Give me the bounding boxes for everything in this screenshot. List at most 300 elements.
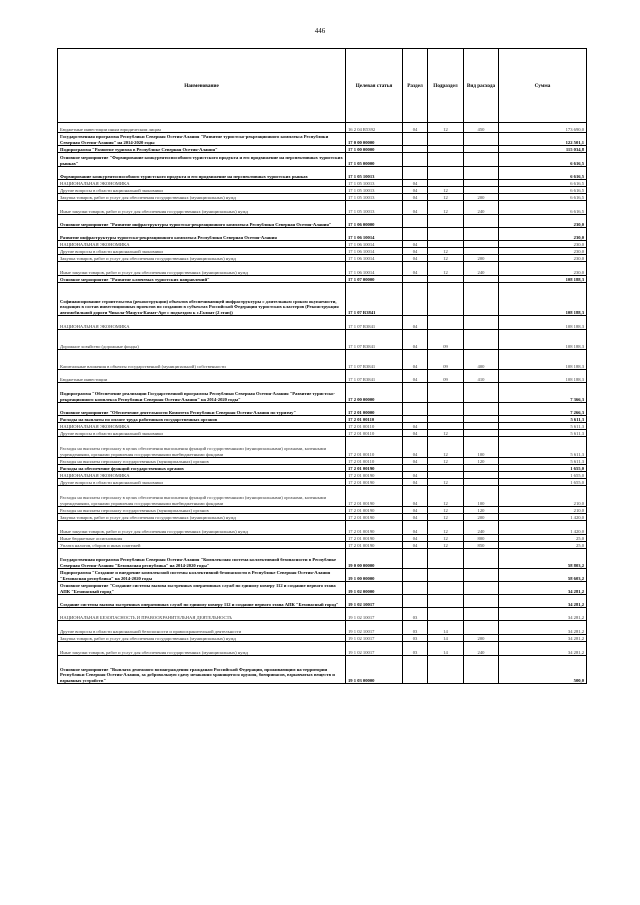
cell-expense-type <box>464 248 499 255</box>
cell-target-article: 17 2 01 00110 <box>346 458 403 465</box>
cell-expense-type <box>464 276 499 283</box>
cell-name: Формирование конкурентоспособного туристского продукта и его продвижение на перспективных туристских рынках <box>58 167 346 180</box>
cell-name: Государственная программа Республики Северная Осетия-Алания "Комплексная система коллективной безопасности в Республике Северная Осетия-Алания "Безопасная республика" на 2014-2020 годы" <box>58 549 346 569</box>
cell-name: Расходы на выплаты по оплате труда работников государственных органов <box>58 416 346 423</box>
cell-name: Иные закупки товаров, работ и услуг для обеспечения государственных (муниципальных) нужд <box>58 262 346 276</box>
cell-name: Создание системы вызова экстренных оперативных служб по единому номеру 112 и создание первого этапа АПК "Безопасный город" <box>58 595 346 608</box>
cell-sum: 230,0 <box>499 215 587 228</box>
cell-target-article: 17 2 00 00000 <box>346 383 403 403</box>
cell-name: Другие вопросы в области национальной безопасности и правоохранительной деятельности <box>58 621 346 635</box>
cell-target-article: 17 2 01 00110 <box>346 430 403 437</box>
cell-section <box>403 215 428 228</box>
cell-target-article: 17 0 00 00000 <box>346 133 403 146</box>
cell-subsection <box>428 656 464 684</box>
cell-name: Государственная программа Республики Северная Осетия-Алания "Развитие туристско-рекреационного комплекса Республики Северная Осетия-Алания" на 2014-2020 годы <box>58 133 346 146</box>
cell-name: Основное мероприятие "Обеспечение деятельности Комитета Республики Северная Осетия-Алания по туризму" <box>58 403 346 416</box>
cell-target-article: 17 2 01 00110 <box>346 437 403 458</box>
cell-expense-type <box>464 621 499 635</box>
cell-section: 04 <box>403 330 428 350</box>
cell-name: Капитальные вложения в объекты государственной (муниципальной) собственности <box>58 350 346 370</box>
cell-name: НАЦИОНАЛЬНАЯ ЭКОНОМИКА <box>58 423 346 430</box>
cell-subsection <box>428 423 464 430</box>
cell-section <box>403 403 428 416</box>
cell-sum: 34 281,2 <box>499 608 587 621</box>
cell-subsection: 12 <box>428 458 464 465</box>
cell-target-article: 17 1 07 R3841 <box>346 283 403 316</box>
cell-subsection: 12 <box>428 507 464 514</box>
cell-section: 04 <box>403 187 428 194</box>
cell-section: 04 <box>403 437 428 458</box>
table-row <box>58 465 587 472</box>
cell-sum: 108 188,3 <box>499 316 587 330</box>
cell-target-article: 17 2 01 00110 <box>346 423 403 430</box>
table-row <box>58 153 587 167</box>
cell-expense-type: 240 <box>464 642 499 656</box>
table-row <box>58 316 587 330</box>
cell-section: 03 <box>403 621 428 635</box>
table-row <box>58 370 587 383</box>
cell-target-article: 17 1 05 10013 <box>346 167 403 180</box>
cell-sum: 230,0 <box>499 248 587 255</box>
cell-section: 04 <box>403 507 428 514</box>
cell-subsection: 09 <box>428 350 464 370</box>
cell-subsection <box>428 133 464 146</box>
cell-subsection <box>428 215 464 228</box>
cell-sum: 5 611,3 <box>499 416 587 423</box>
cell-target-article: 17 2 01 00190 <box>346 486 403 507</box>
page-number: 446 <box>314 27 326 35</box>
cell-subsection: 12 <box>428 123 464 133</box>
cell-expense-type: 100 <box>464 437 499 458</box>
cell-target-article: 19 1 02 10017 <box>346 608 403 621</box>
cell-subsection: 12 <box>428 542 464 549</box>
cell-sum: 7 366,3 <box>499 383 587 403</box>
header-sum: Сумма <box>499 49 587 123</box>
cell-name: Расходы на выплаты персоналу в целях обеспечения выполнения функций государственными (муниципальными) органами, казенными учреждениями, органами управления государственными внебюджетными фондами <box>58 437 346 458</box>
table-row <box>58 167 587 180</box>
cell-section: 04 <box>403 370 428 383</box>
cell-section: 04 <box>403 201 428 215</box>
cell-subsection: 12 <box>428 201 464 215</box>
cell-name: Расходы на выплаты персоналу государственных (муниципальных) органов <box>58 507 346 514</box>
cell-expense-type: 800 <box>464 535 499 542</box>
cell-subsection: 12 <box>428 486 464 507</box>
cell-name: Другие вопросы в области национальной экономики <box>58 248 346 255</box>
cell-expense-type <box>464 330 499 350</box>
cell-name: Основное мероприятие "Формирование конкурентоспособного туристского продукта и его продвижение на перспективных туристских рынках" <box>58 153 346 167</box>
cell-expense-type <box>464 569 499 582</box>
cell-sum: 108 188,3 <box>499 350 587 370</box>
table-row <box>58 241 587 248</box>
cell-section: 04 <box>403 542 428 549</box>
cell-section <box>403 276 428 283</box>
table-row <box>58 535 587 542</box>
table-row <box>58 255 587 262</box>
cell-expense-type <box>464 479 499 486</box>
cell-target-article: 17 1 06 10014 <box>346 241 403 248</box>
cell-sum: 230,0 <box>499 262 587 276</box>
cell-target-article: 17 2 01 00190 <box>346 507 403 514</box>
table-row <box>58 403 587 416</box>
header-name: Наименование <box>58 49 346 123</box>
cell-subsection: 12 <box>428 194 464 201</box>
cell-name: Иные бюджетные ассигнования <box>58 535 346 542</box>
cell-name: Иные закупки товаров, работ и услуг для обеспечения государственных (муниципальных) нужд <box>58 521 346 535</box>
cell-subsection <box>428 383 464 403</box>
table-row <box>58 262 587 276</box>
cell-subsection: 12 <box>428 255 464 262</box>
cell-name: Расходы на выплаты персоналу в целях обеспечения выполнения функций государственными (муниципальными) органами, казенными учреждениями, органами управления государственными внебюджетными фондами <box>58 486 346 507</box>
cell-subsection <box>428 416 464 423</box>
cell-subsection <box>428 549 464 569</box>
cell-subsection: 12 <box>428 535 464 542</box>
cell-section: 04 <box>403 479 428 486</box>
cell-section: 04 <box>403 194 428 201</box>
cell-name: Закупка товаров, работ и услуг для обеспечения государственных (муниципальных) нужд <box>58 194 346 201</box>
table-row <box>58 350 587 370</box>
cell-expense-type: 120 <box>464 507 499 514</box>
cell-subsection <box>428 180 464 187</box>
cell-sum: 6 616,5 <box>499 167 587 180</box>
cell-target-article: 19 1 02 10017 <box>346 642 403 656</box>
table-row <box>58 215 587 228</box>
cell-subsection: 09 <box>428 330 464 350</box>
table-row <box>58 283 587 316</box>
cell-subsection <box>428 595 464 608</box>
cell-sum: 34 281,2 <box>499 635 587 642</box>
table-row <box>58 123 587 133</box>
table-row <box>58 595 587 608</box>
cell-target-article: 19 1 02 10017 <box>346 621 403 635</box>
cell-expense-type <box>464 283 499 316</box>
cell-section: 04 <box>403 458 428 465</box>
cell-name: Подпрограмма "Создание и внедрение комплексной системы коллективной безопасности в Республике Северная Осетия-Алания "Безопасная республика" на 2014-2020 годы <box>58 569 346 582</box>
cell-target-article: 17 1 05 10013 <box>346 194 403 201</box>
cell-section <box>403 133 428 146</box>
cell-expense-type: 240 <box>464 201 499 215</box>
cell-sum: 7 266,3 <box>499 403 587 416</box>
table-row <box>58 201 587 215</box>
cell-sum: 1 420,0 <box>499 514 587 521</box>
cell-sum: 6 616,5 <box>499 187 587 194</box>
cell-subsection <box>428 283 464 316</box>
cell-expense-type <box>464 167 499 180</box>
cell-name: Бюджетные инвестиции <box>58 370 346 383</box>
cell-subsection: 12 <box>428 479 464 486</box>
cell-sum: 25,0 <box>499 535 587 542</box>
cell-target-article: 17 1 00 00000 <box>346 146 403 153</box>
cell-sum: 1 420,0 <box>499 521 587 535</box>
cell-sum: 6 616,5 <box>499 201 587 215</box>
cell-target-article: 17 1 07 R3841 <box>346 316 403 330</box>
cell-section: 03 <box>403 608 428 621</box>
cell-section: 04 <box>403 262 428 276</box>
cell-target-article: 17 1 05 10013 <box>346 201 403 215</box>
budget-table <box>57 48 587 684</box>
cell-subsection <box>428 472 464 479</box>
cell-subsection <box>428 146 464 153</box>
cell-sum: 230,0 <box>499 241 587 248</box>
cell-target-article: 17 1 07 R3841 <box>346 350 403 370</box>
cell-target-article: 17 1 07 R3841 <box>346 330 403 350</box>
cell-sum: 58 603,2 <box>499 569 587 582</box>
cell-subsection <box>428 569 464 582</box>
cell-target-article: 19 1 02 10017 <box>346 635 403 642</box>
table-row <box>58 521 587 535</box>
table-row <box>58 330 587 350</box>
table-row <box>58 437 587 458</box>
cell-section: 04 <box>403 472 428 479</box>
cell-expense-type <box>464 430 499 437</box>
cell-name: Закупка товаров, работ и услуг для обеспечения государственных (муниципальных) нужд <box>58 255 346 262</box>
cell-target-article: 19 0 00 00000 <box>346 549 403 569</box>
cell-section: 04 <box>403 486 428 507</box>
cell-subsection <box>428 403 464 416</box>
cell-target-article: 17 1 07 R3841 <box>346 370 403 383</box>
cell-expense-type: 200 <box>464 635 499 642</box>
cell-section: 04 <box>403 535 428 542</box>
cell-target-article: 17 2 01 00190 <box>346 542 403 549</box>
cell-expense-type <box>464 416 499 423</box>
cell-name: Дорожное хозяйство (дорожные фонды) <box>58 330 346 350</box>
cell-subsection: 09 <box>428 370 464 383</box>
cell-expense-type <box>464 423 499 430</box>
cell-subsection: 12 <box>428 187 464 194</box>
cell-name: НАЦИОНАЛЬНАЯ ЭКОНОМИКА <box>58 316 346 330</box>
cell-expense-type <box>464 241 499 248</box>
cell-target-article: 17 1 06 10014 <box>346 255 403 262</box>
cell-sum: 1 655,0 <box>499 465 587 472</box>
cell-name: Расходы на выплаты персоналу государственных (муниципальных) органов <box>58 458 346 465</box>
cell-name: Расходы на обеспечение функций государственных органов <box>58 465 346 472</box>
cell-subsection <box>428 582 464 595</box>
cell-subsection: 12 <box>428 430 464 437</box>
table-row <box>58 569 587 582</box>
cell-expense-type <box>464 133 499 146</box>
cell-target-article: 16 2 04 R5392 <box>346 123 403 133</box>
cell-name: Подпрограмма "Обеспечение реализации Государственной программы Республики Северная Осетия-Алания "Развитие туристско-рекреационного комплекса Республики Северная Осетия-Алания" на 2014-2020 годы" <box>58 383 346 403</box>
table-row <box>58 276 587 283</box>
cell-expense-type: 200 <box>464 514 499 521</box>
table-row <box>58 228 587 241</box>
cell-section: 04 <box>403 248 428 255</box>
cell-expense-type <box>464 472 499 479</box>
cell-sum: 5 611,3 <box>499 437 587 458</box>
cell-expense-type <box>464 608 499 621</box>
cell-sum: 108 188,3 <box>499 276 587 283</box>
header-target-article: Целевая статья <box>346 49 403 123</box>
cell-section: 04 <box>403 423 428 430</box>
cell-expense-type: 240 <box>464 262 499 276</box>
cell-expense-type: 240 <box>464 521 499 535</box>
cell-expense-type <box>464 146 499 153</box>
cell-name: НАЦИОНАЛЬНАЯ ЭКОНОМИКА <box>58 180 346 187</box>
table-row <box>58 479 587 486</box>
header-expense-type: Вид расхода <box>464 49 499 123</box>
cell-section <box>403 383 428 403</box>
cell-name: Бюджетные инвестиции иным юридическим лицам <box>58 123 346 133</box>
cell-subsection <box>428 608 464 621</box>
cell-target-article: 17 2 01 00190 <box>346 521 403 535</box>
cell-expense-type: 450 <box>464 123 499 133</box>
table-row <box>58 180 587 187</box>
cell-name: НАЦИОНАЛЬНАЯ ЭКОНОМИКА <box>58 472 346 479</box>
cell-subsection: 14 <box>428 635 464 642</box>
table-row <box>58 194 587 201</box>
cell-subsection: 14 <box>428 621 464 635</box>
cell-sum: 5 611,3 <box>499 430 587 437</box>
cell-target-article: 17 2 01 00190 <box>346 514 403 521</box>
table-row <box>58 383 587 403</box>
cell-section: 04 <box>403 180 428 187</box>
cell-name: Основное мероприятие "Развитие инфраструктуры туристско-рекреационного комплекса Республики Северная Осетия-Алания" <box>58 215 346 228</box>
header-subsection: Подраздел <box>428 49 464 123</box>
cell-sum: 34 281,2 <box>499 642 587 656</box>
cell-expense-type <box>464 153 499 167</box>
cell-sum: 115 034,8 <box>499 146 587 153</box>
cell-sum: 230,0 <box>499 228 587 241</box>
cell-section: 04 <box>403 430 428 437</box>
cell-sum: 6 616,5 <box>499 194 587 201</box>
cell-subsection <box>428 241 464 248</box>
table-row <box>58 656 587 684</box>
cell-section: 04 <box>403 241 428 248</box>
cell-name: Закупка товаров, работ и услуг для обеспечения государственных (муниципальных) нужд <box>58 635 346 642</box>
cell-name: Основное мероприятие "Развитие ключевых туристских направлений" <box>58 276 346 283</box>
cell-section <box>403 167 428 180</box>
cell-expense-type: 200 <box>464 255 499 262</box>
table-row <box>58 608 587 621</box>
table-row <box>58 248 587 255</box>
cell-sum: 6 616,5 <box>499 153 587 167</box>
cell-section <box>403 465 428 472</box>
table-row <box>58 430 587 437</box>
cell-section: 04 <box>403 521 428 535</box>
cell-section: 04 <box>403 316 428 330</box>
cell-name: Иные закупки товаров, работ и услуг для обеспечения государственных (муниципальных) нужд <box>58 201 346 215</box>
cell-sum: 5 611,3 <box>499 458 587 465</box>
cell-target-article: 17 1 05 10013 <box>346 180 403 187</box>
cell-name: Иные закупки товаров, работ и услуг для обеспечения государственных (муниципальных) нужд <box>58 642 346 656</box>
cell-expense-type <box>464 595 499 608</box>
table-body <box>58 123 587 684</box>
cell-subsection: 12 <box>428 521 464 535</box>
cell-sum: 122 501,1 <box>499 133 587 146</box>
cell-subsection: 12 <box>428 248 464 255</box>
cell-sum: 6 616,5 <box>499 180 587 187</box>
cell-name: Подпрограмма "Развитие туризма в Республике Северная Осетия-Алания" <box>58 146 346 153</box>
cell-section <box>403 228 428 241</box>
cell-target-article: 17 1 05 00000 <box>346 153 403 167</box>
cell-name: НАЦИОНАЛЬНАЯ БЕЗОПАСНОСТЬ И ПРАВООХРАНИТЕЛЬНАЯ ДЕЯТЕЛЬНОСТЬ <box>58 608 346 621</box>
cell-section <box>403 146 428 153</box>
cell-target-article: 17 1 05 10013 <box>346 187 403 194</box>
table-row <box>58 423 587 430</box>
cell-sum: 34 281,2 <box>499 582 587 595</box>
cell-subsection <box>428 316 464 330</box>
cell-section: 03 <box>403 635 428 642</box>
cell-name: Другие вопросы в области национальной экономики <box>58 187 346 194</box>
cell-expense-type <box>464 403 499 416</box>
cell-expense-type <box>464 383 499 403</box>
cell-section: 04 <box>403 514 428 521</box>
cell-sum: 230,0 <box>499 255 587 262</box>
cell-subsection <box>428 465 464 472</box>
table-row <box>58 133 587 146</box>
cell-section <box>403 416 428 423</box>
cell-expense-type <box>464 180 499 187</box>
cell-sum: 1 655,0 <box>499 479 587 486</box>
cell-sum: 34 281,2 <box>499 621 587 635</box>
cell-expense-type <box>464 465 499 472</box>
cell-expense-type: 120 <box>464 458 499 465</box>
table-header-row <box>58 49 587 123</box>
cell-target-article: 19 1 03 00000 <box>346 656 403 684</box>
table-row <box>58 582 587 595</box>
cell-sum: 500,0 <box>499 656 587 684</box>
cell-target-article: 17 2 01 00190 <box>346 465 403 472</box>
cell-section <box>403 283 428 316</box>
cell-target-article: 17 1 06 10014 <box>346 248 403 255</box>
cell-sum: 1 655,0 <box>499 472 587 479</box>
cell-expense-type: 850 <box>464 542 499 549</box>
cell-target-article: 17 2 01 00190 <box>346 472 403 479</box>
cell-target-article: 17 1 06 10014 <box>346 228 403 241</box>
cell-expense-type: 100 <box>464 486 499 507</box>
cell-sum: 5 611,3 <box>499 423 587 430</box>
cell-name: Закупка товаров, работ и услуг для обеспечения государственных (муниципальных) нужд <box>58 514 346 521</box>
cell-name: Основное мероприятие "Создание системы вызова экстренных оперативных служб по единому номеру 112 и создание первого этапа АПК "Безопасный город" <box>58 582 346 595</box>
cell-sum: 25,0 <box>499 542 587 549</box>
cell-target-article: 17 1 06 00000 <box>346 215 403 228</box>
table-row <box>58 416 587 423</box>
cell-sum: 108 188,3 <box>499 370 587 383</box>
cell-name: Развитие инфраструктуры туристско-рекреационного комплекса Республики Северная Осетия-Алания <box>58 228 346 241</box>
table-row <box>58 472 587 479</box>
cell-expense-type <box>464 215 499 228</box>
cell-subsection <box>428 153 464 167</box>
cell-expense-type: 200 <box>464 194 499 201</box>
cell-sum: 173 690,0 <box>499 123 587 133</box>
cell-sum: 108 188,3 <box>499 330 587 350</box>
table-row <box>58 187 587 194</box>
cell-sum: 58 803,2 <box>499 549 587 569</box>
cell-name: Софинансирование строительства (реконструкции) объектов обеспечивающей инфраструктуры с длительным сроком окупаемости, входящих в состав инвестиционных проектов по созданию в субъектах Российской Федерации туристских кластеров (Реконструкция автомобильной дороги Чикола-Мацута-Камат-Арт с подъездом к с.Галиат (2 этап)) <box>58 283 346 316</box>
cell-expense-type <box>464 316 499 330</box>
cell-section <box>403 153 428 167</box>
cell-target-article: 17 1 06 10014 <box>346 262 403 276</box>
cell-subsection: 14 <box>428 642 464 656</box>
cell-expense-type: 410 <box>464 370 499 383</box>
table-row <box>58 621 587 635</box>
cell-section: 03 <box>403 642 428 656</box>
cell-sum: 210,0 <box>499 486 587 507</box>
cell-target-article: 17 2 01 00190 <box>346 535 403 542</box>
table-row <box>58 507 587 514</box>
cell-name: НАЦИОНАЛЬНАЯ ЭКОНОМИКА <box>58 241 346 248</box>
table-row <box>58 549 587 569</box>
cell-expense-type <box>464 656 499 684</box>
table-row <box>58 486 587 507</box>
cell-section: 04 <box>403 255 428 262</box>
cell-name: Другие вопросы в области национальной экономики <box>58 479 346 486</box>
cell-sum: 108 188,3 <box>499 283 587 316</box>
cell-subsection <box>428 228 464 241</box>
cell-target-article: 17 2 01 00110 <box>346 416 403 423</box>
cell-subsection <box>428 276 464 283</box>
cell-expense-type <box>464 549 499 569</box>
cell-section: 04 <box>403 350 428 370</box>
